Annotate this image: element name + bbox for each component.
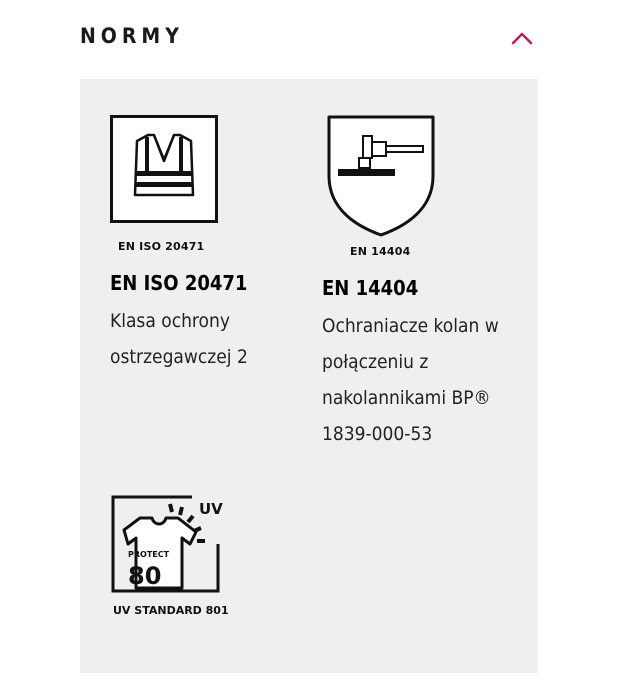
- hi-vis-vest-icon: [110, 115, 218, 223]
- section-title: NORMY: [80, 24, 184, 48]
- norm-title: EN 14404: [322, 276, 419, 300]
- uv-protect-icon: [110, 494, 230, 620]
- uv-label: UV: [199, 500, 223, 518]
- norm-description: Klasa ochrony ostrzegawczej 2: [110, 310, 248, 368]
- protect-label: PROTECT: [128, 550, 170, 559]
- norm-item: [322, 115, 522, 452]
- norm-item: [110, 494, 240, 625]
- norms-panel: [80, 79, 538, 673]
- uv-standard-caption: UV STANDARD 801: [113, 604, 229, 617]
- icon-caption: EN ISO 20471: [118, 240, 205, 253]
- protect-value: 80: [128, 562, 162, 590]
- knee-protection-shield-icon: [326, 114, 436, 238]
- norm-title: EN ISO 20471: [110, 271, 248, 295]
- norm-description: Ochraniacze kolan w połączeniu z nakolannikami BP® 1839-000-53: [322, 315, 499, 445]
- chevron-up-icon[interactable]: [510, 26, 534, 50]
- icon-caption: EN 14404: [350, 245, 411, 258]
- norm-item: [110, 115, 300, 375]
- section-header[interactable]: [80, 24, 538, 54]
